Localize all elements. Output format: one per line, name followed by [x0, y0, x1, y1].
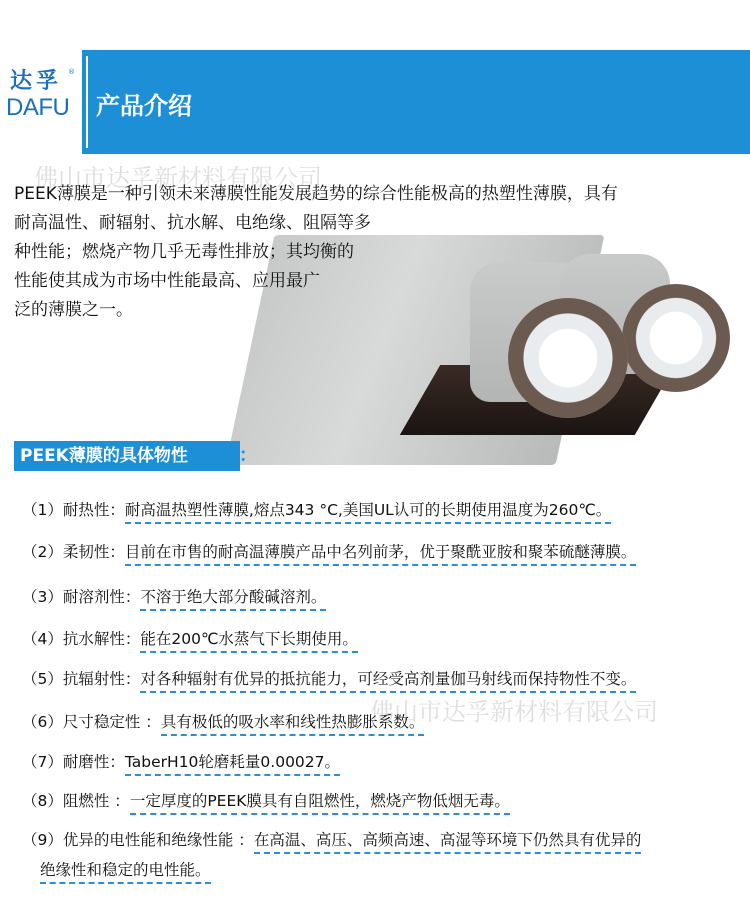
property-index: （4） [22, 630, 63, 648]
logo-registered-mark: ® [68, 68, 75, 76]
property-label: 抗水解性： [62, 630, 141, 648]
header-banner [0, 50, 750, 154]
property-item [22, 789, 510, 811]
property-value: 在高温、高压、高频高速、高湿等环境下仍然具有优异的 [254, 831, 642, 854]
property-index: （2） [22, 543, 63, 561]
property-index: （9） [22, 831, 63, 849]
property-label: 抗辐射性： [62, 670, 141, 688]
page-title: 产品介绍 [96, 92, 192, 120]
header-divider [86, 56, 88, 148]
property-label: 阻燃性 ： [62, 792, 130, 810]
property-index: （6） [22, 713, 63, 731]
section-heading-suffix: ： [239, 445, 257, 466]
logo-english: DAFU [6, 94, 70, 121]
property-value: 耐高温热塑性薄膜,熔点343 °C,美国UL认可的长期使用温度为260℃。 [125, 501, 611, 524]
intro-paragraph [14, 180, 744, 325]
property-label: 耐溶剂性： [62, 588, 141, 606]
property-item [22, 828, 641, 880]
property-item [22, 498, 611, 520]
property-label: 耐热性： [62, 501, 125, 519]
property-label: 柔韧性： [62, 543, 125, 561]
property-item [22, 627, 358, 649]
logo-chinese: 达孚 [10, 69, 63, 94]
logo [0, 50, 82, 154]
property-item [22, 667, 636, 689]
property-value: 具有极低的吸水率和线性热膨胀系数。 [161, 713, 425, 736]
watermark-bottom: 佛山市达孚新材料有限公司 [370, 698, 658, 726]
property-value: 不溶于绝大部分酸碱溶剂。 [140, 588, 326, 611]
property-value: 一定厚度的PEEK膜具有自阻燃性，燃烧产物低烟无毒。 [130, 792, 510, 815]
property-label: 优异的电性能和绝缘性能 ： [62, 831, 254, 849]
property-index: （1） [22, 501, 63, 519]
property-label: 尺寸稳定性 ： [62, 713, 161, 731]
property-index: （3） [22, 588, 63, 606]
property-index: （5） [22, 670, 63, 688]
intro-line: 耐高温性、耐辐射、抗水解、电绝缘、阻隔等多 [14, 213, 371, 233]
property-value: 能在200℃水蒸气下长期使用。 [140, 630, 358, 653]
property-index: （7） [22, 753, 63, 771]
property-value: 对各种辐射有优异的抵抗能力，可经受高剂量伽马射线而保持物性不变。 [140, 670, 636, 693]
property-item [22, 750, 340, 772]
property-label: 耐磨性： [62, 753, 125, 771]
intro-line: 种性能；燃烧产物几乎无毒性排放；其均衡的 [14, 242, 354, 262]
property-value: 目前在市售的耐高温薄膜产品中名列前茅，优于聚酰亚胺和聚苯硫醚薄膜。 [125, 543, 637, 566]
top-spacer [0, 0, 750, 50]
watermark-top: 佛山市达孚新材料有限公司 [34, 164, 322, 192]
intro-line: 泛的薄膜之一。 [14, 300, 133, 320]
property-item [22, 585, 326, 607]
property-item [22, 540, 636, 562]
intro-line: PEEK薄膜是一种引领未来薄膜性能发展趋势的综合性能极高的热塑性薄膜，具有 [14, 184, 618, 204]
property-index: （8） [22, 792, 63, 810]
intro-line: 性能使其成为市场中性能最高、应用最广 [14, 271, 320, 291]
property-item [22, 710, 424, 732]
property-value: TaberH10轮磨耗量0.00027。 [125, 753, 340, 776]
property-value-continued: 绝缘性和稳定的电性能。 [40, 861, 211, 884]
section-heading: PEEK薄膜的具体物性 [14, 441, 240, 471]
